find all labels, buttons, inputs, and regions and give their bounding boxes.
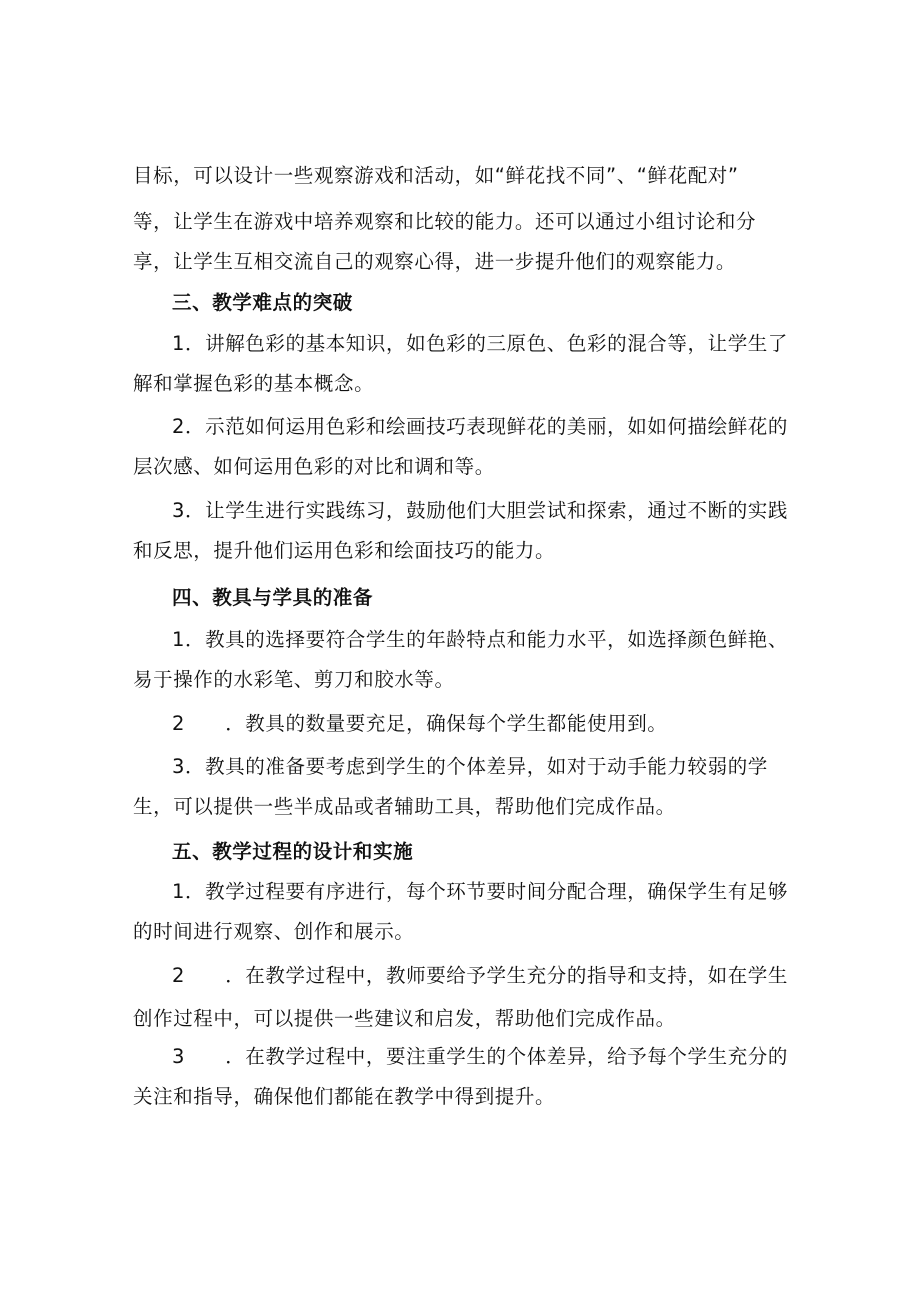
- section-4-item-2-line-1: 2 ．教具的数量要充足，确保每个学生都能使用到。: [172, 712, 668, 735]
- section-4-item-1-line-2: 易于操作的水彩笔、剪刀和胶水等。: [133, 668, 455, 691]
- section-3-heading: 三、教学难点的突破: [172, 291, 353, 314]
- section-4-item-1-line-1: 1．教具的选择要符合学生的年龄特点和能力水平，如选择颜色鲜艳、: [172, 628, 789, 651]
- section-4-heading: 四、教具与学具的准备: [172, 586, 374, 609]
- section-5-heading: 五、教学过程的设计和实施: [172, 840, 414, 863]
- section-3-item-3-line-2: 和反思，提升他们运用色彩和绘面技巧的能力。: [133, 539, 556, 562]
- section-3-item-2-line-2: 层次感、如何运用色彩的对比和调和等。: [133, 455, 495, 478]
- intro-line-2: 等，让学生在游戏中培养观察和比较的能力。还可以通过小组讨论和分: [133, 210, 757, 233]
- intro-line-3: 享，让学生互相交流自己的观察心得，进一步提升他们的观察能力。: [133, 250, 737, 273]
- section-5-item-1-line-1: 1．教学过程要有序进行，每个环节要时间分配合理，确保学生有足够: [172, 880, 789, 903]
- intro-line-1: 目标，可以设计一些观察游戏和活动，如“鲜花找不同”、“鲜花配对”: [133, 164, 739, 187]
- section-3-item-3-line-1: 3．让学生进行实践练习，鼓励他们大胆尝试和探索，通过不断的实践: [172, 499, 789, 522]
- section-5-item-1-line-2: 的时间进行观察、创作和展示。: [133, 920, 415, 943]
- section-5-item-3-line-2: 关注和指导，确保他们都能在教学中得到提升。: [133, 1085, 556, 1108]
- section-3-item-1-line-2: 解和掌握色彩的基本概念。: [133, 372, 375, 395]
- section-5-item-2-line-2: 创作过程中，可以提供一些建议和启发，帮助他们完成作品。: [133, 1007, 676, 1030]
- section-5-item-2-line-1: 2 ．在教学过程中，教师要给予学生充分的指导和支持，如在学生: [172, 964, 789, 987]
- section-3-item-1-line-1: 1．讲解色彩的基本知识，如色彩的三原色、色彩的混合等，让学生了: [172, 332, 789, 355]
- section-4-item-3-line-2: 生，可以提供一些半成品或者辅助工具，帮助他们完成作品。: [133, 795, 676, 818]
- section-5-item-3-line-1: 3 ．在教学过程中，要注重学生的个体差异，给予每个学生充分的: [172, 1045, 789, 1068]
- section-3-item-2-line-1: 2．示范如何运用色彩和绘画技巧表现鲜花的美丽，如如何描绘鲜花的: [172, 415, 789, 438]
- section-4-item-3-line-1: 3．教具的准备要考虑到学生的个体差异，如对于动手能力较弱的学: [172, 755, 768, 778]
